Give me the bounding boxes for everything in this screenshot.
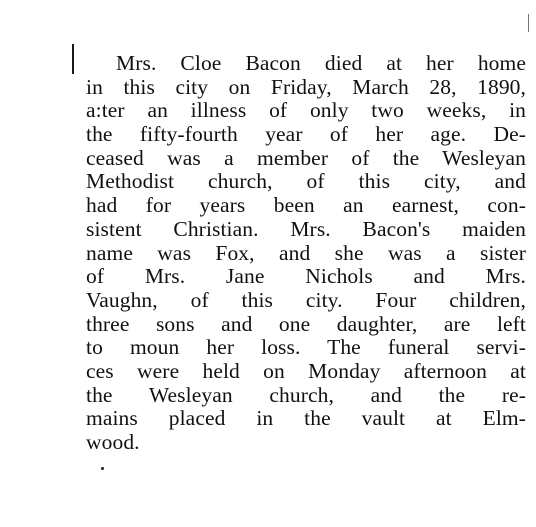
column-rule bbox=[72, 44, 74, 74]
obituary-line: a:ter an illness of only two weeks, in bbox=[86, 99, 526, 123]
obituary-line: in this city on Friday, March 28, 1890, bbox=[86, 75, 526, 99]
obituary-line: sistent Christian. Mrs. Bacon's maiden bbox=[86, 217, 526, 241]
obituary-line: the fifty-fourth year of her age. De- bbox=[86, 123, 526, 147]
obituary-line: had for years been an earnest, con- bbox=[86, 194, 526, 218]
obituary-line: to moun her loss. The funeral servi- bbox=[86, 336, 526, 360]
obituary-line: wood. bbox=[86, 430, 140, 454]
obituary-line: Mrs. Cloe Bacon died at her home bbox=[116, 52, 526, 75]
obituary-line: Methodist church, of this city, and bbox=[86, 170, 526, 194]
obituary-line: mains placed in the vault at Elm- bbox=[86, 407, 526, 431]
obituary-line: three sons and one daughter, are left bbox=[86, 312, 526, 336]
obituary-text bbox=[86, 52, 526, 455]
obituary-line: ces were held on Monday afternoon at bbox=[86, 359, 526, 383]
obituary-line: ceased was a member of the Wesleyan bbox=[86, 146, 526, 170]
print-speck bbox=[101, 467, 104, 470]
obituary-line: name was Fox, and she was a sister bbox=[86, 241, 526, 265]
obituary-line: the Wesleyan church, and the re- bbox=[86, 383, 526, 407]
obituary-line: of Mrs. Jane Nichols and Mrs. bbox=[86, 265, 526, 289]
column-rule-edge bbox=[528, 14, 529, 32]
obituary-line: Vaughn, of this city. Four children, bbox=[86, 288, 526, 312]
